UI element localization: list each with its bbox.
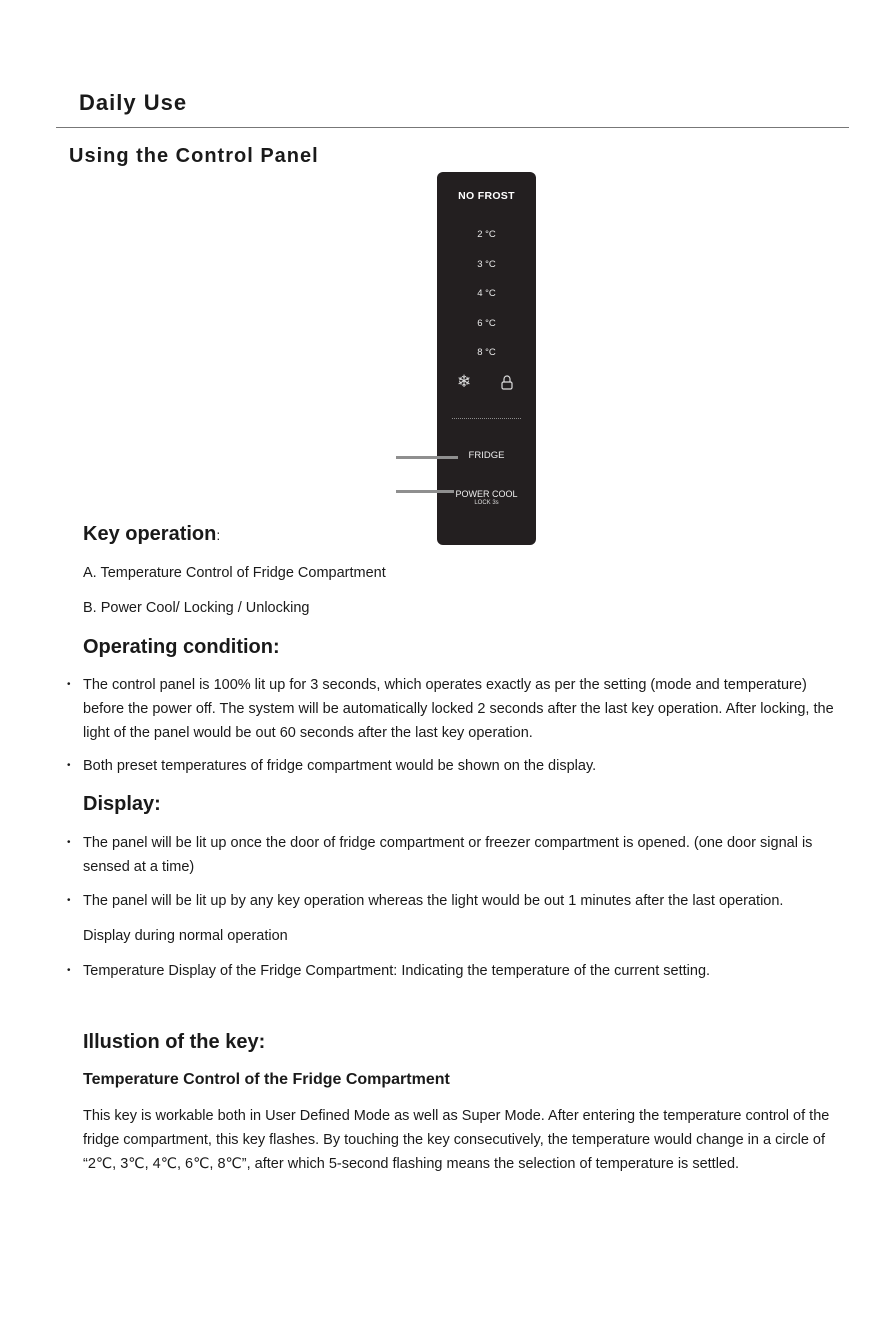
panel-icons — [457, 372, 517, 392]
temp-indicator: 6 °C — [477, 317, 496, 329]
display-note: Display during normal operation — [83, 928, 288, 944]
bullet-icon: • — [67, 679, 71, 690]
key-operation-heading: Key operation: — [83, 523, 221, 545]
bullet-icon: • — [67, 895, 71, 906]
list-item: B. Power Cool/ Locking / Unlocking — [83, 600, 310, 616]
section-title: Using the Control Panel — [69, 145, 319, 167]
title-divider — [56, 127, 849, 128]
leader-line-power — [396, 490, 454, 493]
bullet-icon: • — [67, 760, 71, 771]
page-title: Daily Use — [79, 90, 188, 115]
list-item: • The panel will be lit up once the door of fridge compartment or freezer compartment is opened. (one door signal is sensed at a time) — [83, 831, 843, 879]
bullet-icon: • — [67, 965, 71, 976]
list-item: • Both preset temperatures of fridge compartment would be shown on the display. — [83, 754, 843, 778]
list-item: • Temperature Display of the Fridge Compartment: Indicating the temperature of the current setting. — [83, 959, 843, 983]
power-cool-key[interactable]: POWER COOL — [455, 489, 518, 499]
lock-icon — [501, 375, 513, 390]
temp-indicator: 3 °C — [477, 258, 496, 270]
temperature-list — [437, 228, 536, 376]
operating-condition-heading: Operating condition: — [83, 636, 280, 658]
snowflake-icon: ❄ — [457, 372, 472, 391]
list-item: • The control panel is 100% lit up for 3 seconds, which operates exactly as per the setting (mode and temperature) before the power off. The system will be automatically locked 2 seconds after the last key operation. After locking, the light of the panel would be out 60 seconds after the last key operation. — [83, 673, 843, 745]
list-item: A. Temperature Control of Fridge Compartment — [83, 565, 386, 581]
key-illustration-heading: Illustion of the key: — [83, 1031, 266, 1053]
lock-hint-label: LOCK 3s — [474, 500, 499, 506]
temp-indicator: 8 °C — [477, 347, 496, 358]
leader-line-fridge — [396, 456, 458, 459]
panel-brand-label: NO FROST — [458, 190, 515, 202]
panel-divider — [452, 418, 521, 419]
display-heading: Display: — [83, 793, 161, 815]
bullet-icon: • — [67, 837, 71, 848]
key-description: This key is workable both in User Defined Mode as well as Super Mode. After entering the temperature control of the fridge compartment, this key flashes. By touching the key consecutively, the temperature would change in a circle of “2℃, 3℃, 4℃, 6℃, 8℃”, after which 5-second flashing means the selection of temperature is settled. — [83, 1108, 830, 1172]
key-subheading: Temperature Control of the Fridge Compartment — [83, 1071, 450, 1088]
list-item: • The panel will be lit up by any key operation whereas the light would be out 1 minutes after the last operation. — [83, 889, 843, 913]
temp-indicator: 2 °C — [477, 229, 496, 240]
temp-indicator: 4 °C — [477, 288, 496, 299]
fridge-key[interactable]: FRIDGE — [468, 450, 505, 461]
